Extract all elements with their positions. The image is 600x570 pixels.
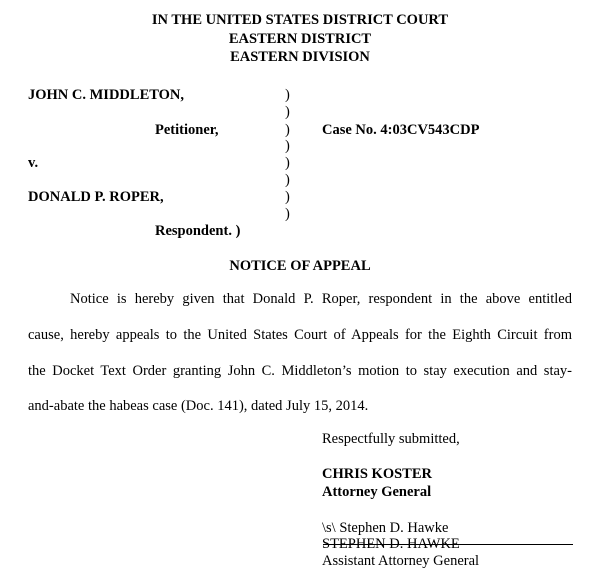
caption-paren: )	[285, 87, 290, 103]
signer-name: STEPHEN D. HAWKE	[322, 536, 460, 552]
caption-paren: )	[285, 172, 290, 188]
caption-paren: )	[285, 138, 290, 154]
caption-paren: )	[285, 155, 290, 171]
court-division: EASTERN DIVISION	[230, 49, 370, 65]
caption-paren: )	[285, 122, 290, 138]
attorney-general-title: Attorney General	[322, 484, 432, 500]
petitioner-name: JOHN C. MIDDLETON,	[28, 87, 185, 103]
versus: v.	[28, 155, 39, 171]
respondent-role: Respondent. )	[155, 223, 241, 239]
signer-title: Assistant Attorney General	[322, 553, 480, 569]
body-line-2: cause, hereby appeals to the United States Court of Appeals for the Eighth Circuit from	[28, 327, 572, 343]
signature: \s\ Stephen D. Hawke	[322, 520, 449, 536]
body-line-3: the Docket Text Order granting John C. Middleton’s motion to stay execution and stay-	[28, 363, 572, 379]
caption-paren: )	[285, 189, 290, 205]
petitioner-role: Petitioner,	[155, 122, 219, 138]
attorney-general-name: CHRIS KOSTER	[322, 466, 432, 482]
case-number: Case No. 4:03CV543CDP	[322, 122, 480, 138]
caption-paren: )	[285, 104, 290, 120]
document-title: NOTICE OF APPEAL	[229, 258, 371, 274]
court-district: EASTERN DISTRICT	[228, 31, 372, 47]
caption-paren: )	[285, 206, 290, 222]
court-name: IN THE UNITED STATES DISTRICT COURT	[151, 12, 449, 28]
respectfully-submitted: Respectfully submitted,	[322, 431, 460, 447]
respondent-name: DONALD P. ROPER,	[28, 189, 164, 205]
body-line-1: Notice is hereby given that Donald P. Roper, respondent in the above entitled	[70, 291, 572, 307]
body-line-4: and-abate the habeas case (Doc. 141), dated July 15, 2014.	[28, 398, 369, 414]
